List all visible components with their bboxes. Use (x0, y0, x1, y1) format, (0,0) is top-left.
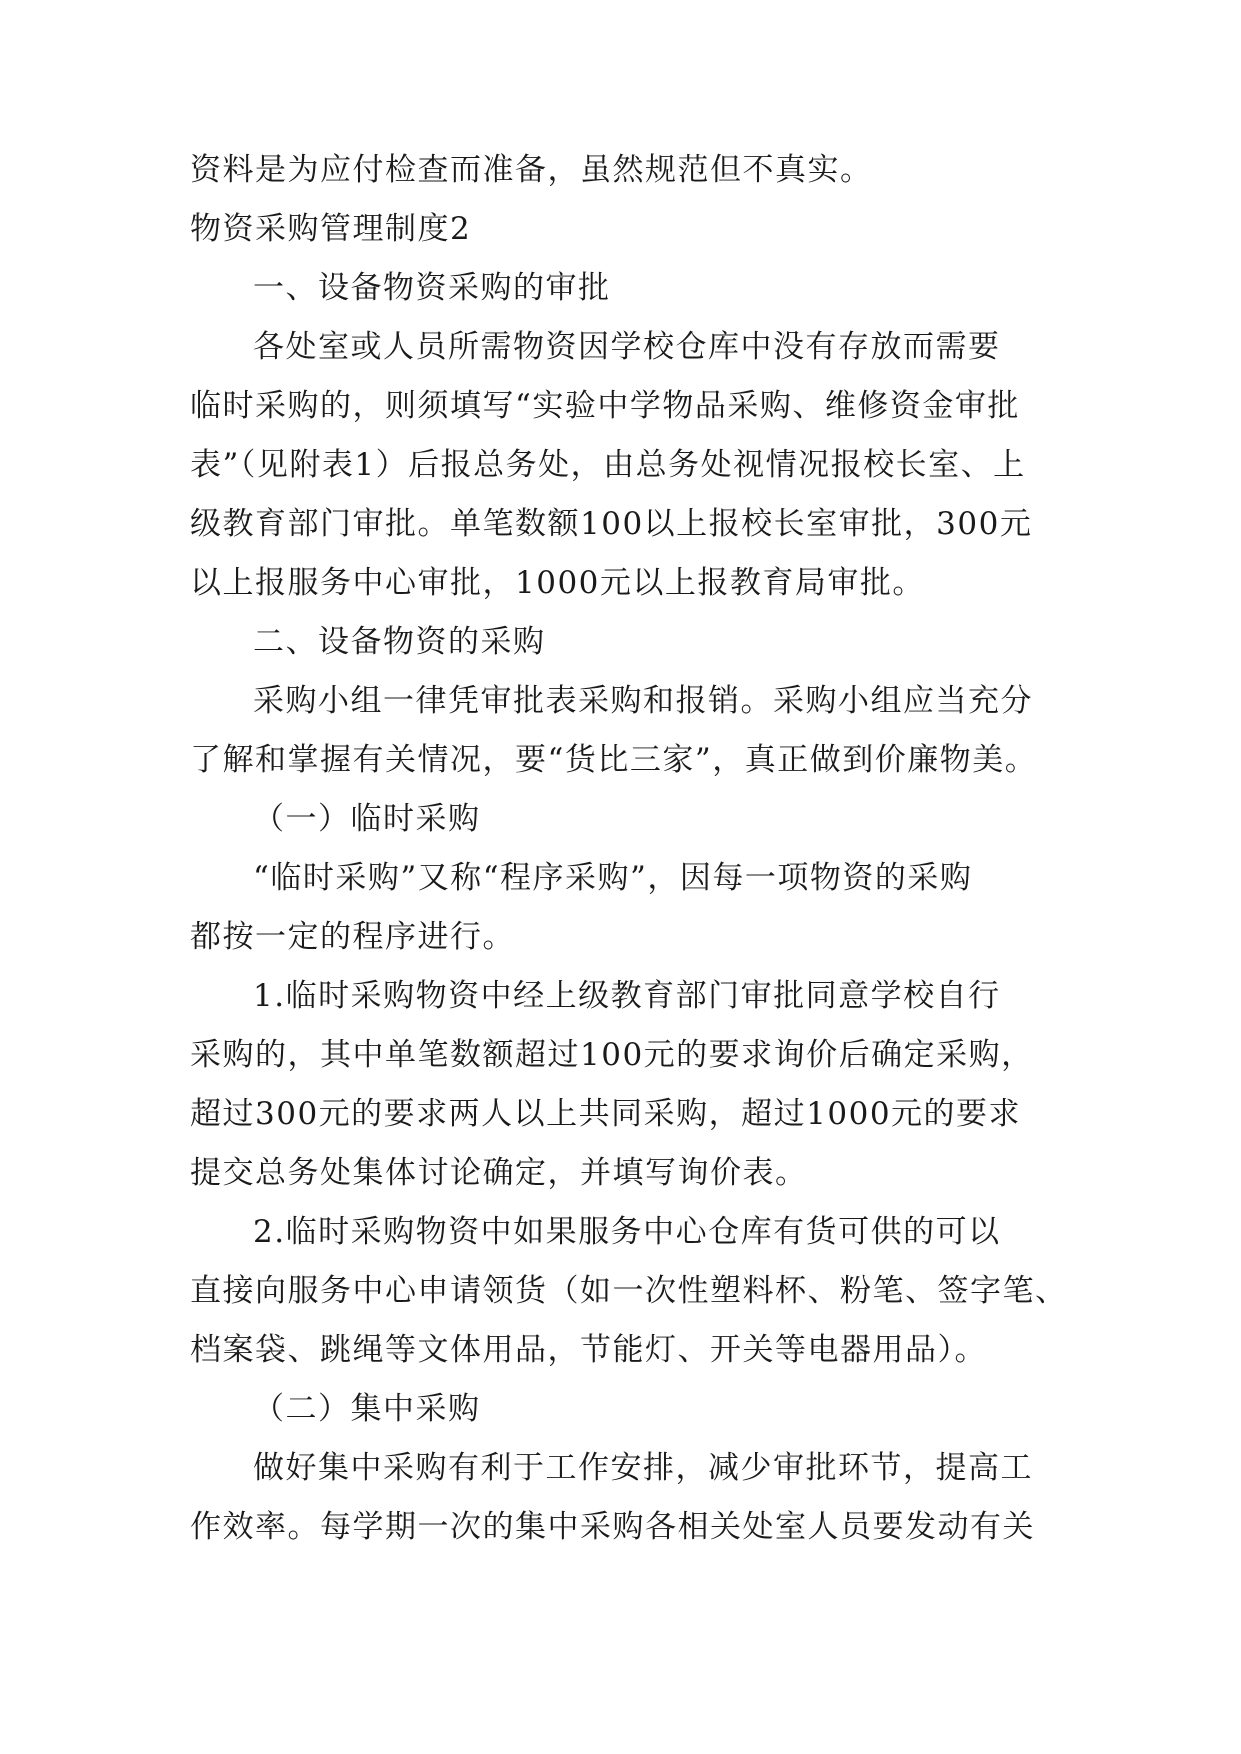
text-line: 2.临时采购物资中如果服务中心仓库有货可供的可以 (253, 1214, 1001, 1250)
text-line: 超过300元的要求两人以上共同采购，超过1000元的要求 (190, 1096, 1022, 1132)
text-line: 表”（见附表1）后报总务处，由总务处视情况报校长室、上 (190, 447, 1026, 483)
text-line: 了解和掌握有关情况，要“货比三家”，真正做到价廉物美。 (190, 742, 1038, 778)
text-line: 以上报服务中心审批，1000元以上报教育局审批。 (190, 565, 925, 601)
subsection-heading: （二）集中采购 (253, 1391, 481, 1427)
text-line: 直接向服务中心申请领货（如一次性塑料杯、粉笔、签字笔、 (190, 1273, 1068, 1309)
text-line: 级教育部门审批。单笔数额100以上报校长室审批，300元 (190, 506, 1033, 542)
text-line: 档案袋、跳绳等文体用品，节能灯、开关等电器用品）。 (190, 1332, 987, 1368)
text-line: 临时采购的，则须填写“实验中学物品采购、维修资金审批 (190, 388, 1020, 424)
text-line: “临时采购”又称“程序采购”，因每一项物资的采购 (253, 860, 973, 896)
text-line: 采购小组一律凭审批表采购和报销。采购小组应当充分 (253, 683, 1033, 719)
text-line: 1.临时采购物资中经上级教育部门审批同意学校自行 (253, 978, 1001, 1014)
text-line: 采购的，其中单笔数额超过100元的要求询价后确定采购， (190, 1037, 1034, 1073)
text-line: 资料是为应付检查而准备，虽然规范但不真实。 (190, 152, 873, 188)
subsection-heading: （一）临时采购 (253, 801, 481, 837)
section-heading: 二、设备物资的采购 (253, 624, 546, 660)
text-line: 提交总务处集体讨论确定，并填写询价表。 (190, 1155, 808, 1191)
text-line: 物资采购管理制度2 (190, 211, 472, 247)
text-line: 各处室或人员所需物资因学校仓库中没有存放而需要 (253, 329, 1001, 365)
text-line: 做好集中采购有利于工作安排，减少审批环节，提高工 (253, 1450, 1033, 1486)
text-line: 都按一定的程序进行。 (190, 919, 515, 955)
text-line: 作效率。每学期一次的集中采购各相关处室人员要发动有关 (190, 1509, 1035, 1545)
section-heading: 一、设备物资采购的审批 (253, 270, 611, 306)
